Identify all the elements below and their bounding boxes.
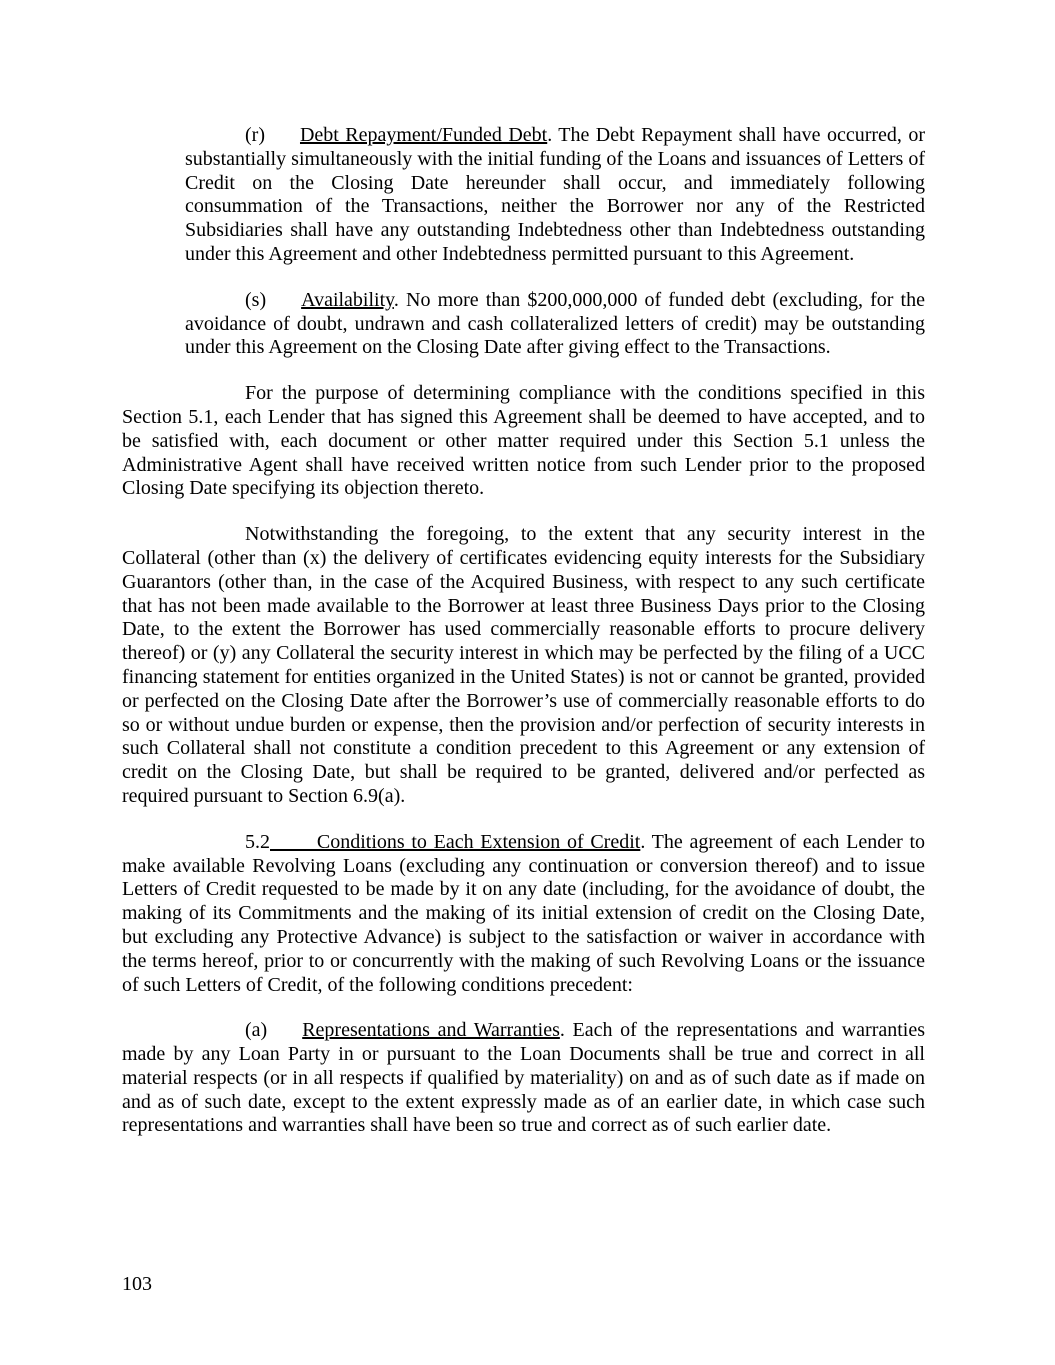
document-body xyxy=(122,124,925,1160)
clause-a-paragraph xyxy=(122,1019,925,1138)
collateral-carveout-paragraph xyxy=(122,523,925,809)
clause-a-label: (a) xyxy=(245,1019,268,1042)
page-number: 103 xyxy=(122,1273,152,1295)
clause-r-label: (r) xyxy=(245,124,265,146)
compliance-paragraph xyxy=(122,382,925,501)
compliance-text: For the purpose of determining compliance with the conditions specified in this Section 5.1, each Lender that has signed this Agreement shall be deemed to have accepted, and to be satisfied with, each document or other matter required under this Section 5.1 unless the Administrative Agent shall have received written notice from such Lender prior to the proposed Closing Date specifying its objection thereto. xyxy=(122,382,925,500)
clause-r-text: . The Debt Repayment shall have occurred, or substantially simultaneously with the initial funding of the Loans and issuances of Letters of Credit on the Closing Date hereunder shall occur, and immediately following consummation of the Transactions, neither the Borrower nor any of the Restricted Subsidiaries shall have any outstanding Indebtedness other than Indebtedness outstanding under this Agreement and other Indebtedness permitted pursuant to this Agreement. xyxy=(185,124,925,265)
section-5-2-number: 5.2 xyxy=(245,830,270,853)
clause-s-heading: Availability xyxy=(301,288,394,311)
section-5-2-text: . The agreement of each Lender to make available Revolving Loans (excluding any continuation or conversion thereof) and to issue Letters of Credit requested to be made by it on any date (including, for the avoidance of doubt, the making of its Commitments and the making of its initial extension of credit on the Closing Date, but excluding any Protective Advance) is subject to the satisfaction or waiver in accordance with the terms hereof, prior to or concurrently with the making of such Revolving Loans or the issuance of such Letters of Credit, of the following conditions precedent: xyxy=(122,830,925,996)
clause-s-paragraph xyxy=(185,289,925,360)
clause-r-heading: Debt Repayment/Funded Debt xyxy=(299,124,548,146)
collateral-carveout-text: Notwithstanding the foregoing, to the extent that any security interest in the Collateral (other than (x) the delivery of certificates evidencing equity interests for the Subsidiary Guarantors (other than, in the case of the Acquired Business, with respect to any such certificate that has not been made available to the Borrower at least three Business Days prior to the Closing Date, to the extent the Borrower has used commercially reasonable efforts to procure delivery thereof) or (y) any Collateral the security interest in which may be perfected by the filing of a UCC financing statement for entities organized in the United States) is not or cannot be granted, provided or perfected on the Closing Date after the Borrower’s use of commercially reasonable efforts to do so or without undue burden or expense, then the provision and/or perfection of security interests in such Collateral shall not constitute a condition precedent to this Agreement or any extension of credit on the Closing Date, but shall be required to be granted, delivered and/or perfected as required pursuant to Section 6.9(a). xyxy=(122,523,925,807)
clause-r-paragraph xyxy=(185,124,925,267)
section-5-2-paragraph xyxy=(122,831,925,998)
section-5-2-heading: Conditions to Each Extension of Credit xyxy=(270,830,641,853)
clause-a-text: . Each of the representations and warranties made by any Loan Party in or pursuant to the Loan Documents shall be true and correct in all material respects (or in all respects if qualified by materiality) on and as of such date as if made on and as of such date, except to the extent expressly made as of an earlier date, in which case such representations and warranties shall have been so true and correct as of such earlier date. xyxy=(122,1019,926,1137)
clause-s-text: . No more than $200,000,000 of funded debt (excluding, for the avoidance of doubt, undrawn and cash collateralized letters of credit) may be outstanding under this Agreement on the Closing Date after giving effect to the Transactions. xyxy=(185,288,925,359)
clause-s-label: (s) xyxy=(245,288,267,311)
clause-a-heading: Representations and Warranties xyxy=(302,1019,560,1042)
